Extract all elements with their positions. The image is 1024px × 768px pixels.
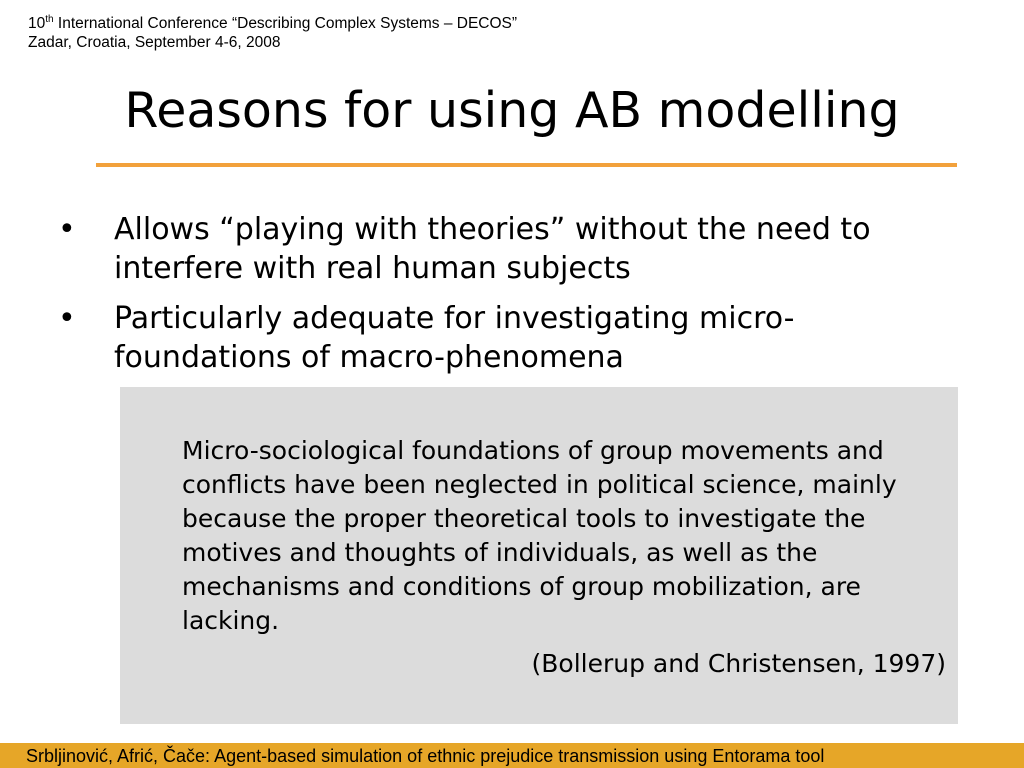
bullet-text: Particularly adequate for investigating micro-foundations of macro-phenomena [114,301,795,375]
bullet-text: Allows “playing with theories” without the need to interfere with real human subjects [114,212,871,286]
conference-header [28,14,517,52]
footer-text: Srbljinović, Afrić, Čače: Agent-based simulation of ethnic prejudice transmission using Entorama tool [26,746,825,766]
conference-edition-suffix: th [45,13,54,25]
title-underline [96,163,957,167]
bullet-icon: • [58,301,76,336]
quote-box [120,387,958,724]
slide-title: Reasons for using AB modelling [124,82,900,139]
bullet-item [58,299,958,377]
bullet-item [58,210,958,288]
quote-citation: (Bollerup and Christensen, 1997) [531,649,946,678]
conference-location-date: Zadar, Croatia, September 4-6, 2008 [28,34,281,51]
conference-name: International Conference “Describing Complex Systems – DECOS” [53,15,518,32]
footer-bar [0,743,1024,768]
conference-edition-number: 10 [28,15,46,32]
quote-text: Micro-sociological foundations of group movements and conflicts have been neglected in political science, mainly because the proper theoretical tools to investigate the motives and thoughts of individuals, as well as the mechanisms and conditions of group mobilization, are lacking. [182,436,897,635]
bullet-list [58,210,958,388]
bullet-icon: • [58,212,76,247]
conference-name-line [28,14,517,33]
